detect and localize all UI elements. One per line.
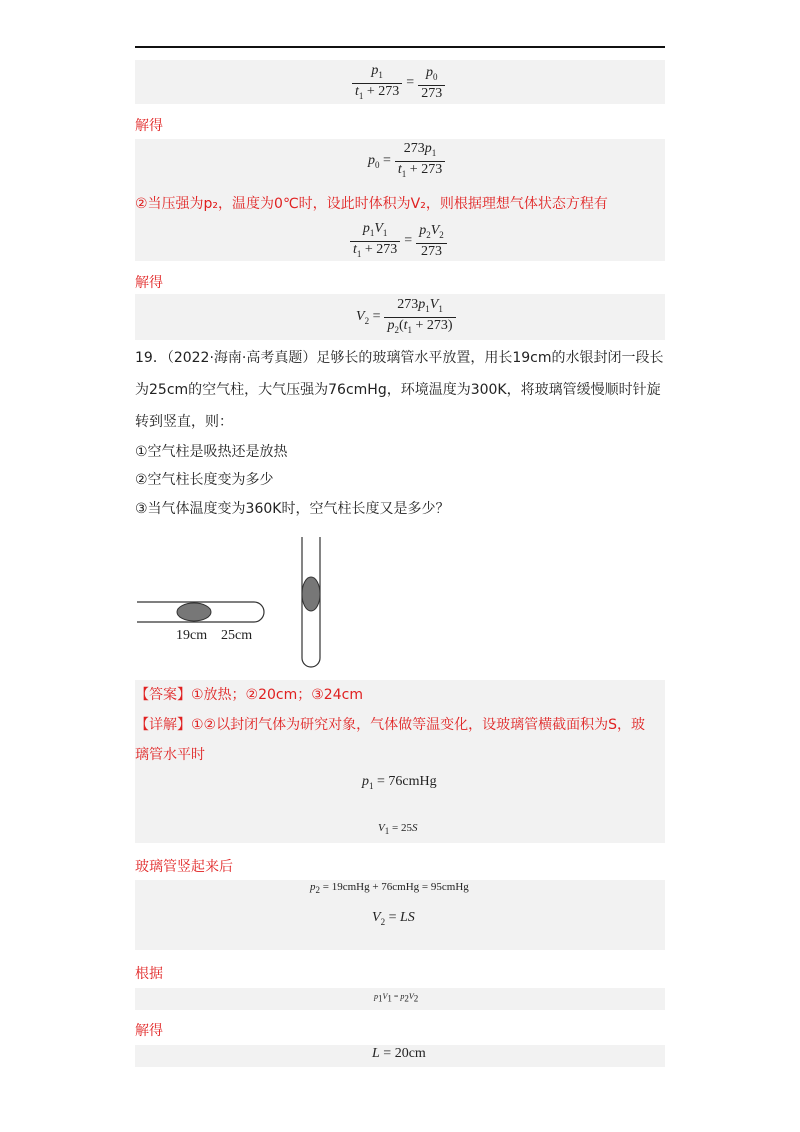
equation-10: L = 20cm <box>372 1046 426 1061</box>
equation-5: $p_1$ = 76cmHg <box>362 774 437 791</box>
answer-block <box>135 680 665 843</box>
detail-line-1: 【详解】①②以封闭气体为研究对象，气体做等温变化，设玻璃管横截面积为S，玻 <box>135 717 645 733</box>
equation-6: $V_1 = 25S$ <box>378 822 418 837</box>
horizontal-tube <box>137 602 264 622</box>
sub-question-1: ①空气柱是吸热还是放热 <box>135 444 288 460</box>
air-length-label: 25cm <box>221 628 253 643</box>
mercury-column-vertical <box>302 577 320 611</box>
mercury-length-label: 19cm <box>176 628 208 643</box>
mercury-column-horizontal <box>177 603 211 621</box>
glass-tube-figure <box>130 532 340 672</box>
equation-3: $\frac{p_1V_1}{t_1 + 273}$ = $\frac{p_2V_2}{273}$ <box>350 221 447 262</box>
answer-line: 【答案】①放热；②20cm；③24cm <box>135 687 363 703</box>
solve-label: 解得 <box>135 275 163 291</box>
equation-8: $V_2$ = LS <box>372 910 415 927</box>
equation-9: $p_1V_1 = p_2V_2$ <box>374 992 419 1004</box>
equation-7: $p_2$ = 19cmHg + 76cmHg = 95cmHg <box>310 881 469 896</box>
equation-2: $p_0$ = $\frac{273p_1}{t_1 + 273}$ <box>364 141 445 182</box>
detail-line-2: 璃管水平时 <box>135 747 205 763</box>
equation-4: $V_2$ = $\frac{273p_1V_1}{p_2(t_1 + 273)}$ <box>352 297 456 338</box>
sub-question-3: ③当气体温度变为360K时，空气柱长度又是多少？ <box>135 501 450 517</box>
after-vertical-label: 玻璃管竖起来后 <box>135 859 233 875</box>
sub-question-2: ②空气柱长度变为多少 <box>135 472 274 488</box>
solve-label: 解得 <box>135 1023 163 1039</box>
step-2-text: ②当压强为p₂，温度为0℃时，设此时体积为V₂，则根据理想气体状态方程有 <box>135 196 608 212</box>
header-rule <box>135 46 665 48</box>
solve-label: 解得 <box>135 118 163 134</box>
vertical-tube <box>302 537 320 667</box>
question-line-1: 19．（2022·海南·高考真题）足够长的玻璃管水平放置，用长19cm的水银封闭一段长 <box>135 350 664 366</box>
according-label: 根据 <box>135 966 163 982</box>
equation-1: $\frac{p_1}{t_1 + 273}$ = $\frac{p_0}{273}$ <box>352 63 445 104</box>
question-line-3: 转到竖直，则： <box>135 414 233 430</box>
question-line-2: 为25cm的空气柱，大气压强为76cmHg，环境温度为300K，将玻璃管缓慢顺时针旋 <box>135 382 661 398</box>
